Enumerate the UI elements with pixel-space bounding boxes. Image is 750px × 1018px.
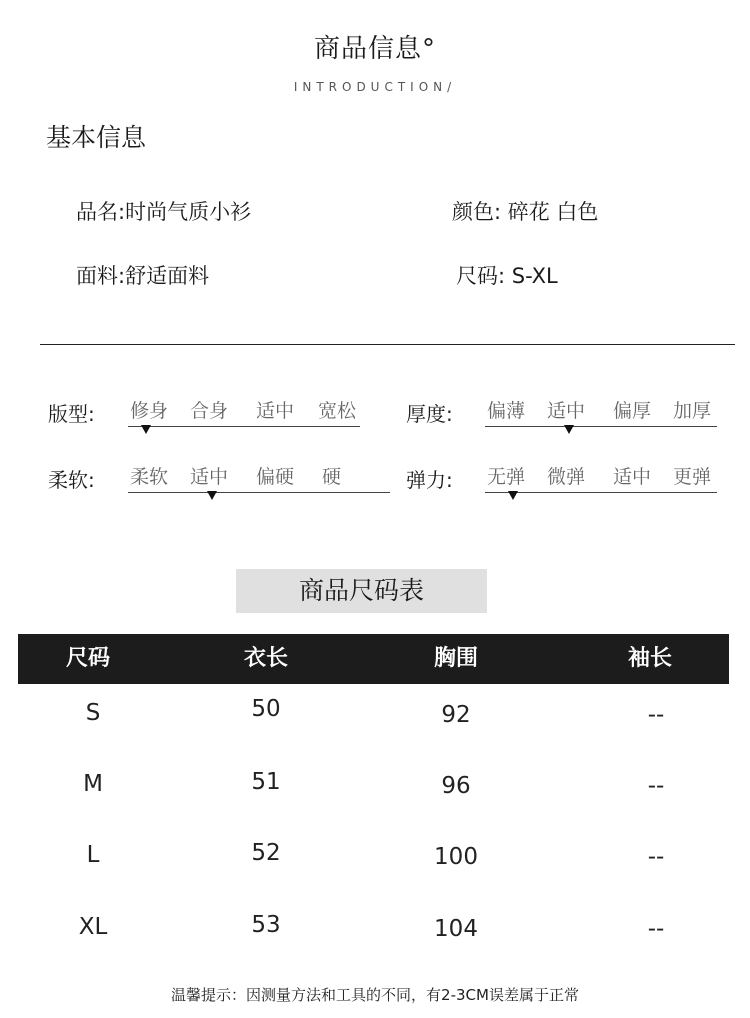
cell-length: 53 [251, 912, 281, 938]
size-table-header [18, 634, 729, 684]
cell-size: M [83, 771, 103, 797]
cell-chest: 96 [441, 773, 471, 799]
thickness-selected-marker [564, 425, 574, 434]
fit-label: 版型: [48, 402, 95, 426]
softness-option: 硬 [322, 466, 342, 488]
column-header-size: 尺码 [65, 646, 110, 671]
softness-option: 柔软 [130, 466, 169, 488]
table-row [18, 771, 729, 807]
cell-size: L [86, 842, 100, 868]
size-table-heading: 商品尺码表 [236, 569, 487, 613]
thickness-option: 偏薄 [487, 400, 526, 422]
elasticity-option: 适中 [613, 466, 652, 488]
elasticity-label: 弹力: [406, 468, 453, 492]
cell-sleeve: -- [647, 702, 665, 728]
elasticity-option: 无弹 [487, 466, 526, 488]
softness-scale-line [128, 492, 390, 493]
elasticity-selected-marker [508, 491, 518, 500]
thickness-option: 适中 [547, 400, 586, 422]
softness-option: 偏硬 [256, 466, 295, 488]
cell-length: 50 [251, 696, 281, 722]
fit-option: 宽松 [318, 400, 357, 422]
table-row [18, 914, 729, 950]
table-row [18, 842, 729, 878]
thickness-option: 加厚 [673, 400, 712, 422]
cell-size: S [85, 700, 101, 726]
fit-selected-marker [141, 425, 151, 434]
fit-option: 适中 [256, 400, 295, 422]
elasticity-option: 更弹 [673, 466, 712, 488]
table-row [18, 696, 729, 736]
fit-option: 合身 [190, 400, 229, 422]
fit-option: 修身 [130, 400, 169, 422]
elasticity-scale-line [485, 492, 717, 493]
column-header-chest: 胸围 [433, 646, 478, 671]
softness-option: 适中 [190, 466, 229, 488]
column-header-sleeve: 袖长 [627, 646, 672, 671]
cell-size: XL [78, 914, 108, 940]
product-color: 颜色: 碎花 白色 [452, 200, 599, 224]
cell-chest: 104 [434, 916, 478, 942]
cell-sleeve: -- [647, 773, 665, 799]
thickness-label: 厚度: [406, 402, 453, 426]
section-divider [40, 344, 735, 345]
thickness-option: 偏厚 [613, 400, 652, 422]
softness-label: 柔软: [48, 468, 95, 492]
column-header-length: 衣长 [243, 646, 288, 671]
page-title: 商品信息° [313, 34, 436, 64]
cell-chest: 100 [434, 844, 478, 870]
measurement-note: 温馨提示：因测量方法和工具的不同，有2-3CM误差属于正常 [171, 986, 579, 1004]
product-fabric: 面料:舒适面料 [76, 264, 210, 288]
cell-sleeve: -- [647, 916, 665, 942]
elasticity-option: 微弹 [547, 466, 586, 488]
basic-info-heading: 基本信息 [46, 123, 147, 152]
cell-length: 52 [251, 840, 281, 866]
product-size-range: 尺码: S-XL [456, 264, 558, 288]
cell-chest: 92 [441, 702, 471, 728]
thickness-scale-line [485, 426, 717, 427]
page-subtitle: INTRODUCTION/ [293, 80, 457, 94]
cell-sleeve: -- [647, 844, 665, 870]
cell-length: 51 [251, 769, 281, 795]
product-name: 品名:时尚气质小衫 [76, 200, 252, 224]
softness-selected-marker [207, 491, 217, 500]
fit-scale-line [128, 426, 360, 427]
